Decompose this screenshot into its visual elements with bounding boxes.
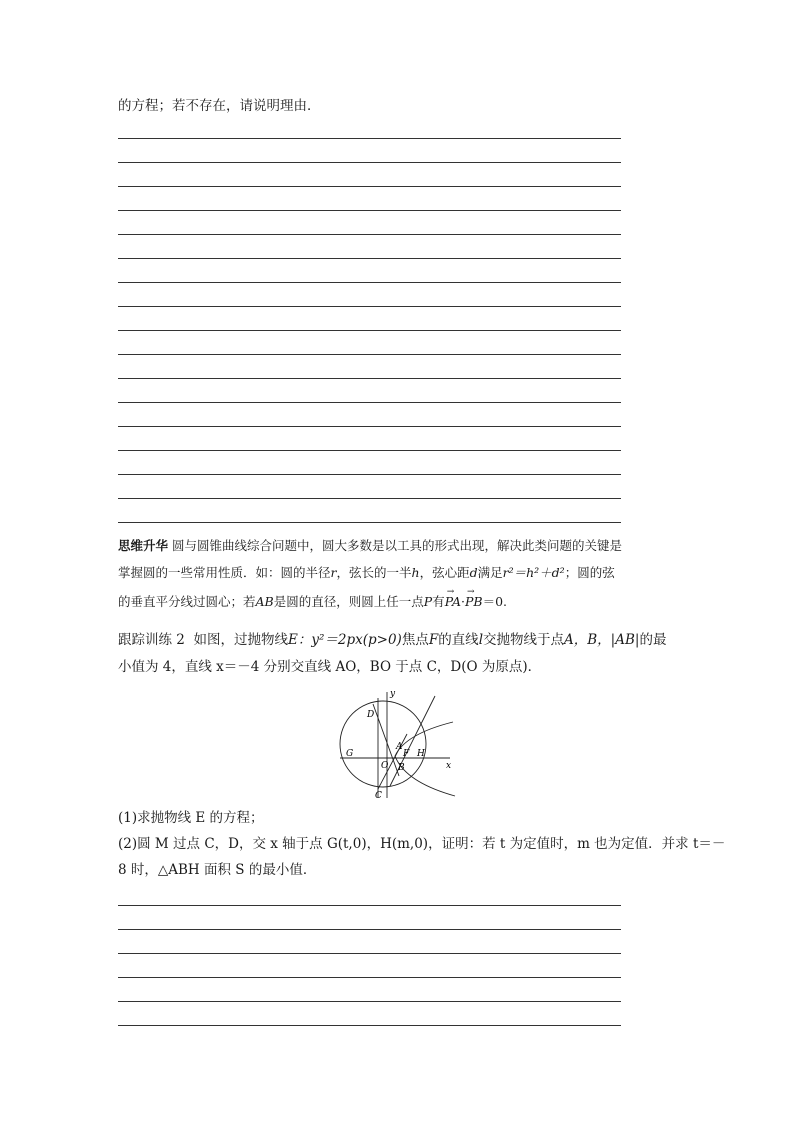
label-h: H [417, 749, 425, 759]
answer-line[interactable] [118, 953, 621, 954]
circle-m [340, 701, 426, 787]
answer-line[interactable] [118, 162, 621, 163]
label-x: x [446, 761, 452, 771]
question-2-line-1: (2)圆 M 过点 C，D，交 x 轴于点 G(t,0)，H(m,0)，证明：若 t 为定值时，m 也为定值．并求 t＝－ [118, 836, 726, 852]
answer-line[interactable] [118, 282, 621, 283]
answer-line[interactable] [118, 929, 621, 930]
parabola-circle-figure [335, 686, 460, 801]
summary-label: 思维升华 [118, 538, 169, 553]
answer-line[interactable] [118, 210, 621, 211]
summary-line-3: 的垂直平分线过圆心；若AB是圆的直径，则圆上任一点P有→ PA·→ PB＝0. [118, 592, 507, 612]
answer-line[interactable] [118, 426, 621, 427]
answer-line[interactable] [118, 522, 621, 523]
answer-line[interactable] [118, 450, 621, 451]
intro-line: 的方程；若不存在，请说明理由． [118, 98, 321, 114]
answer-line[interactable] [118, 330, 621, 331]
answer-line[interactable] [118, 138, 621, 139]
exercise-line-2: 小值为 4，直线 x＝－4 分别交直线 AO，BO 于点 C，D(O 为原点)． [118, 659, 542, 675]
label-y: y [390, 689, 396, 699]
label-o: O [381, 761, 389, 771]
answer-line[interactable] [118, 474, 621, 475]
answer-line[interactable] [118, 354, 621, 355]
answer-line[interactable] [118, 1001, 621, 1002]
chord-ab [390, 696, 435, 786]
vector-pa: → PA [445, 592, 461, 612]
summary-line-1: 思维升华 圆与圆锥曲线综合问题中，圆大多数是以工具的形式出现，解决此类问题的关键是 [118, 538, 623, 553]
question-2-line-2: 8 时，△ABH 面积 S 的最小值． [118, 862, 317, 878]
label-b: B [398, 763, 405, 773]
answer-line[interactable] [118, 498, 621, 499]
answer-line[interactable] [118, 1025, 621, 1026]
answer-line[interactable] [118, 402, 621, 403]
label-g: G [346, 749, 354, 759]
exercise-label: 跟踪训练 2 [118, 632, 185, 648]
label-a: A [396, 742, 403, 752]
answer-line[interactable] [118, 977, 621, 978]
summary-line-2: 掌握圆的一些常用性质．如：圆的半径r，弦长的一半h，弦心距d满足r²＝h²＋d²；圆的弦 [118, 565, 615, 580]
answer-line[interactable] [118, 306, 621, 307]
label-d: D [367, 710, 375, 720]
answer-line[interactable] [118, 186, 621, 187]
label-f: F [403, 749, 410, 759]
answer-line[interactable] [118, 234, 621, 235]
exercise-line-1: 跟踪训练 2 如图，过抛物线E：y²＝2px(p>0)焦点F的直线l交抛物线于点A，B，|AB|的最 [118, 632, 667, 648]
answer-line[interactable] [118, 378, 621, 379]
answer-line[interactable] [118, 258, 621, 259]
answer-line[interactable] [118, 905, 621, 906]
label-c: C [375, 791, 382, 801]
vector-pb: → PB [465, 592, 483, 612]
question-1: (1)求抛物线 E 的方程； [118, 810, 264, 826]
